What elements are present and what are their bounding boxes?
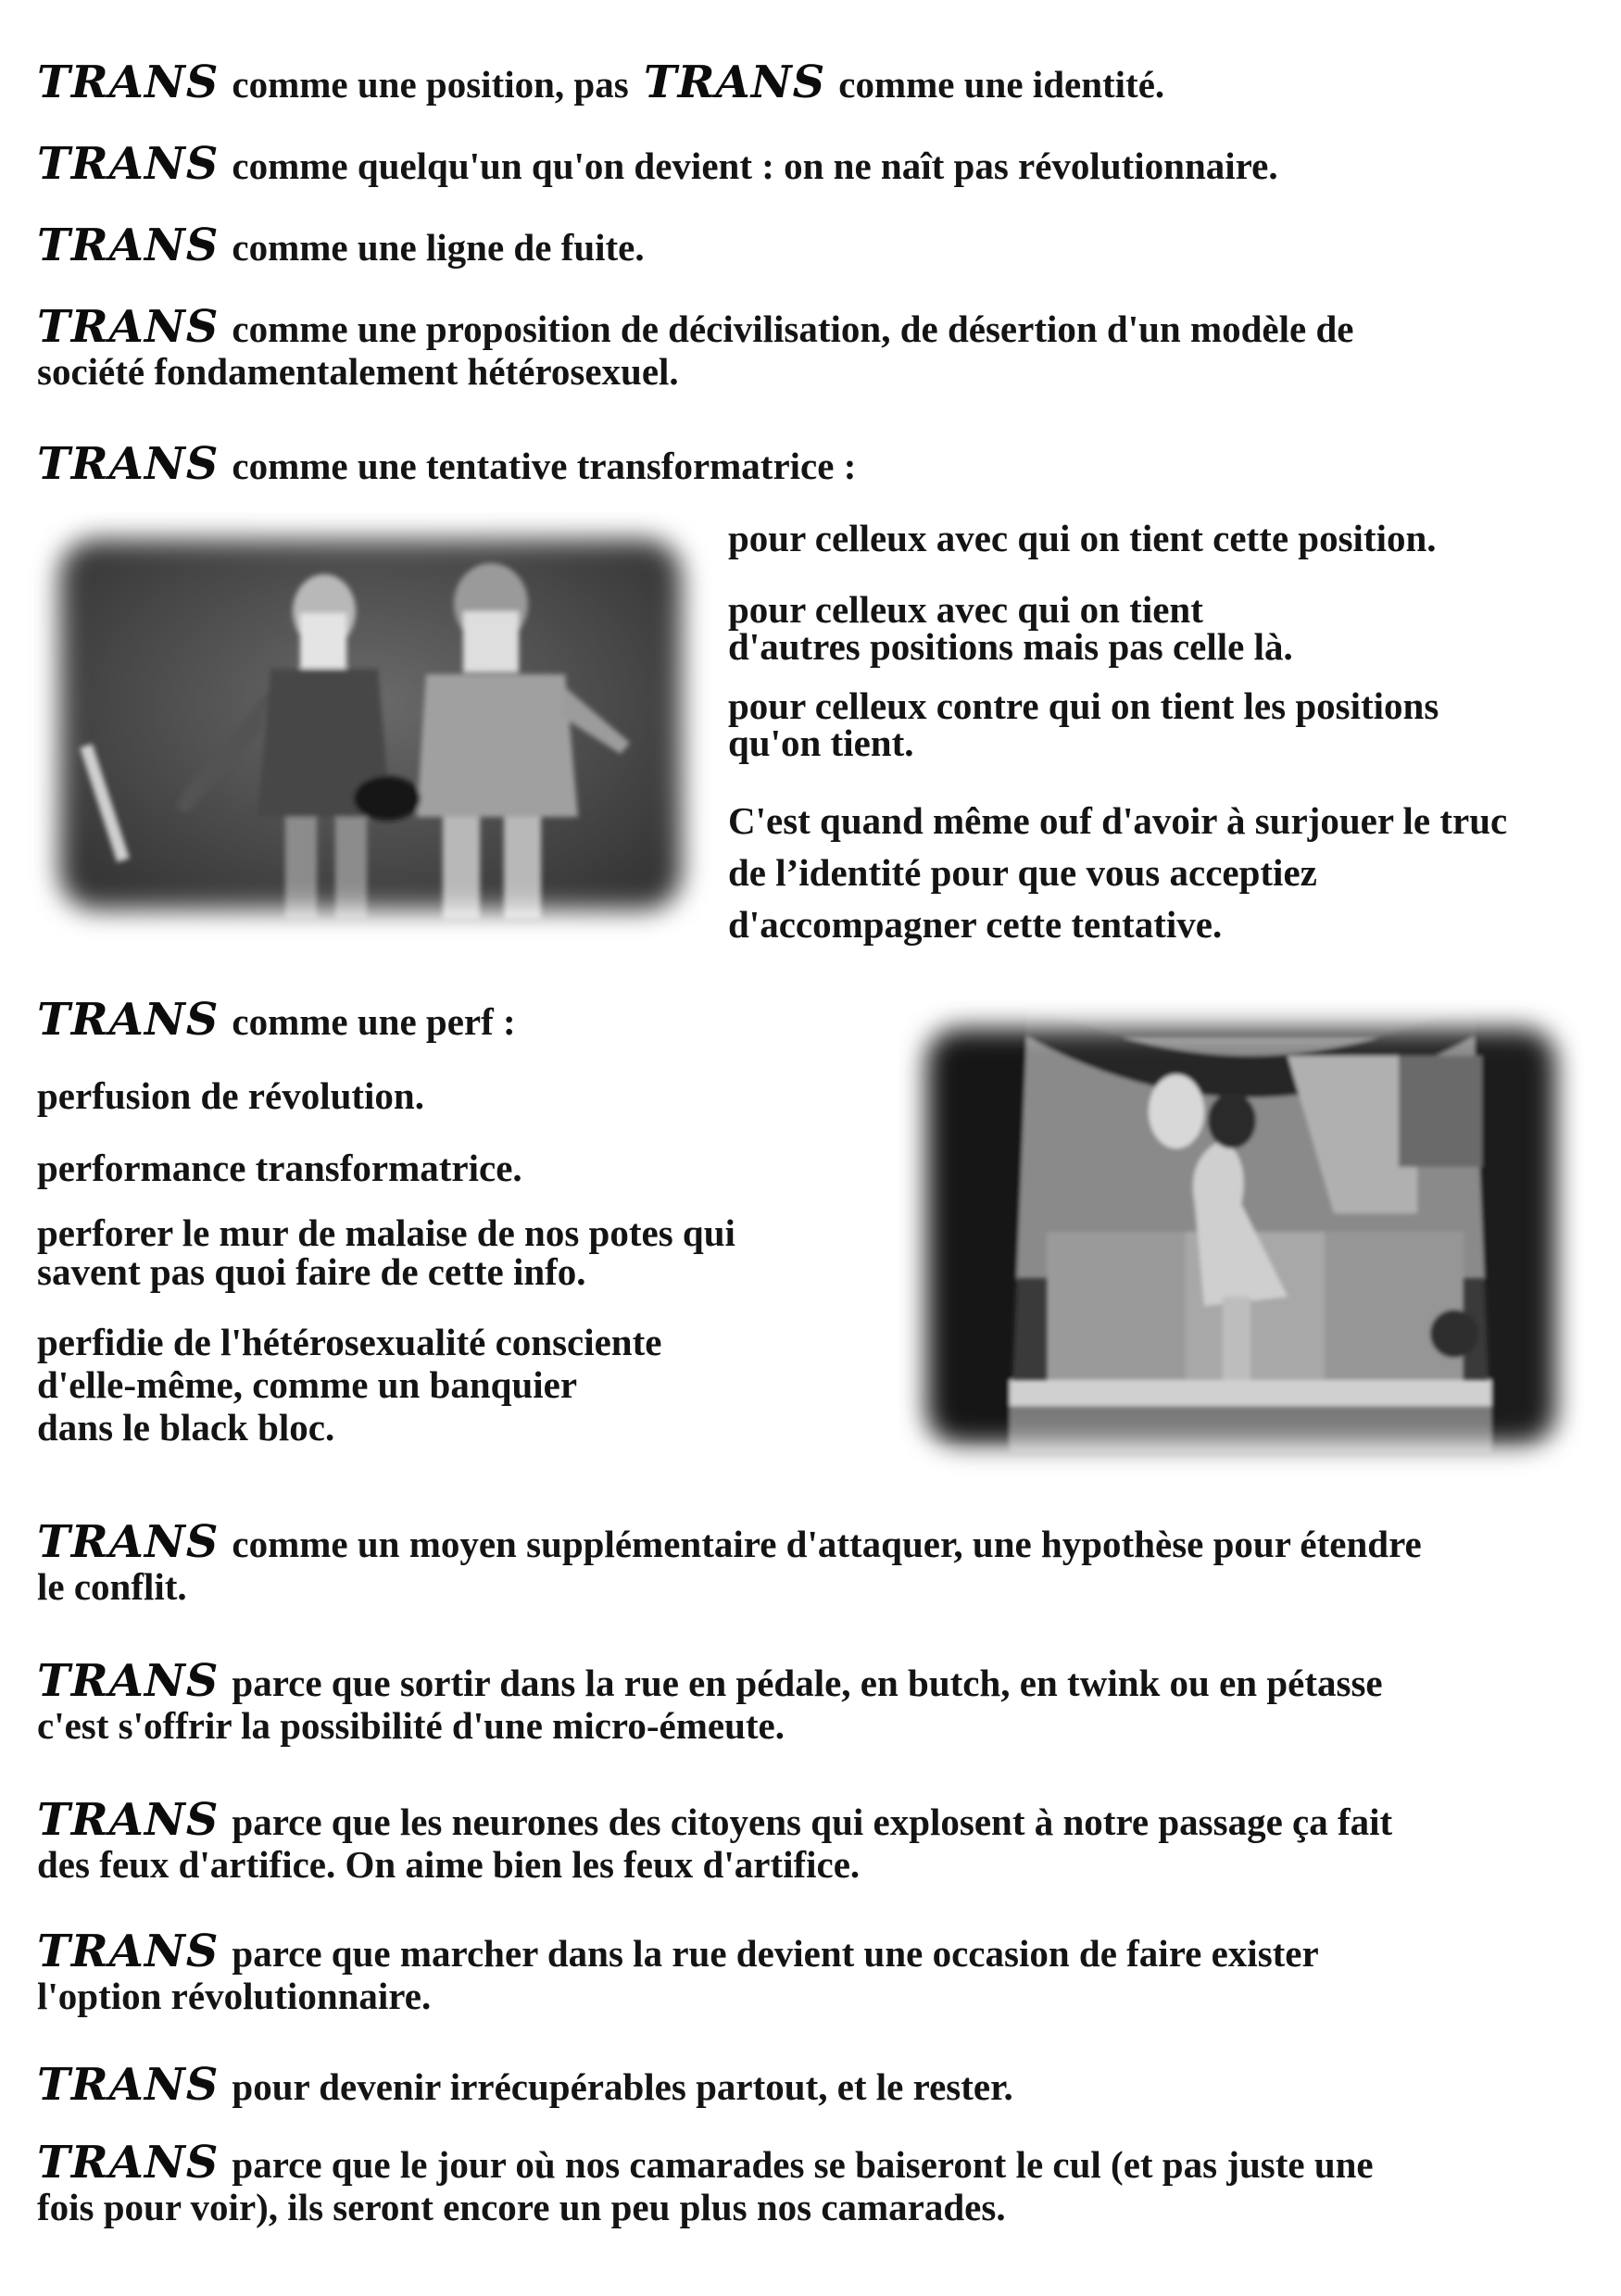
para-micro-emeute: TRANS parce que sortir dans la rue en pédale, en butch, en twink ou en pétasse c'est s'offrir la possibilité d'une micro-émeute. <box>37 1655 1383 1747</box>
para-decivilisation: TRANS comme une proposition de décivilisation, de désertion d'un modèle de société fondamentalement hétérosexuel. <box>37 301 1354 393</box>
perf-line-3: perforer le mur de malaise de nos potes qui savent pas quoi faire de cette info. <box>37 1211 735 1293</box>
trans-blackletter-word: TRANS <box>37 1655 220 1707</box>
trans-blackletter-word: TRANS <box>37 138 220 190</box>
tentative-line-4: C'est quand même ouf d'avoir à surjouer le truc de l’identité pour que vous acceptiez d'accompagner cette tentative. <box>728 799 1508 946</box>
trans-blackletter-word: TRANS <box>37 220 220 271</box>
line-tentative: TRANS comme une tentative transformatrice : <box>37 438 857 490</box>
line-position: TRANS comme une position, pas TRANS comme une identité. <box>37 56 1165 108</box>
line-devient: TRANS comme quelqu'un qu'on devient : on ne naît pas révolutionnaire. <box>37 138 1278 190</box>
photo-masked-duo <box>28 511 713 939</box>
trans-blackletter-word: TRANS <box>37 2059 220 2111</box>
para-option-revolutionnaire: TRANS parce que marcher dans la rue devient une occasion de faire exister l'option révolutionnaire. <box>37 1926 1319 2017</box>
tentative-line-2: pour celleux avec qui on tient d'autres positions mais pas celle là. <box>728 588 1293 668</box>
para-feux-artifice: TRANS parce que les neurones des citoyens qui explosent à notre passage ça fait des feux d'artifice. On aime bien les feux d'artifice. <box>37 1794 1393 1886</box>
trans-blackletter-word: TRANS <box>37 994 220 1046</box>
perf-line-4: perfidie de l'hétérosexualité consciente d'elle-même, comme un banquier dans le black bloc. <box>37 1321 662 1449</box>
line-irrecuperables: TRANS pour devenir irrécupérables partout, et le rester. <box>37 2059 1013 2111</box>
para-attaquer: TRANS comme un moyen supplémentaire d'attaquer, une hypothèse pour étendre le conflit. <box>37 1516 1422 1608</box>
photo-stage-performer <box>898 1000 1584 1482</box>
trans-blackletter-word: TRANS <box>37 2137 220 2189</box>
trans-blackletter-word: TRANS <box>37 438 220 490</box>
trans-blackletter-word: TRANS <box>37 56 220 108</box>
trans-blackletter-word: TRANS <box>37 1926 220 1977</box>
perf-line-2: performance transformatrice. <box>37 1147 522 1189</box>
para-camarades: TRANS parce que le jour où nos camarades se baiseront le cul (et pas juste une fois pour voir), ils seront encore un peu plus nos camarades. <box>37 2137 1374 2228</box>
trans-blackletter-word: TRANS <box>37 1516 220 1568</box>
trans-blackletter-word: TRANS <box>643 56 826 108</box>
perf-heading: TRANS comme une perf : <box>37 994 516 1046</box>
trans-blackletter-word: TRANS <box>37 1794 220 1846</box>
perf-line-1: perfusion de révolution. <box>37 1074 424 1117</box>
line-fuite: TRANS comme une ligne de fuite. <box>37 220 645 271</box>
trans-blackletter-word: TRANS <box>37 301 220 353</box>
tentative-line-1: pour celleux avec qui on tient cette position. <box>728 517 1437 559</box>
tentative-line-3: pour celleux contre qui on tient les positions qu'on tient. <box>728 684 1439 764</box>
